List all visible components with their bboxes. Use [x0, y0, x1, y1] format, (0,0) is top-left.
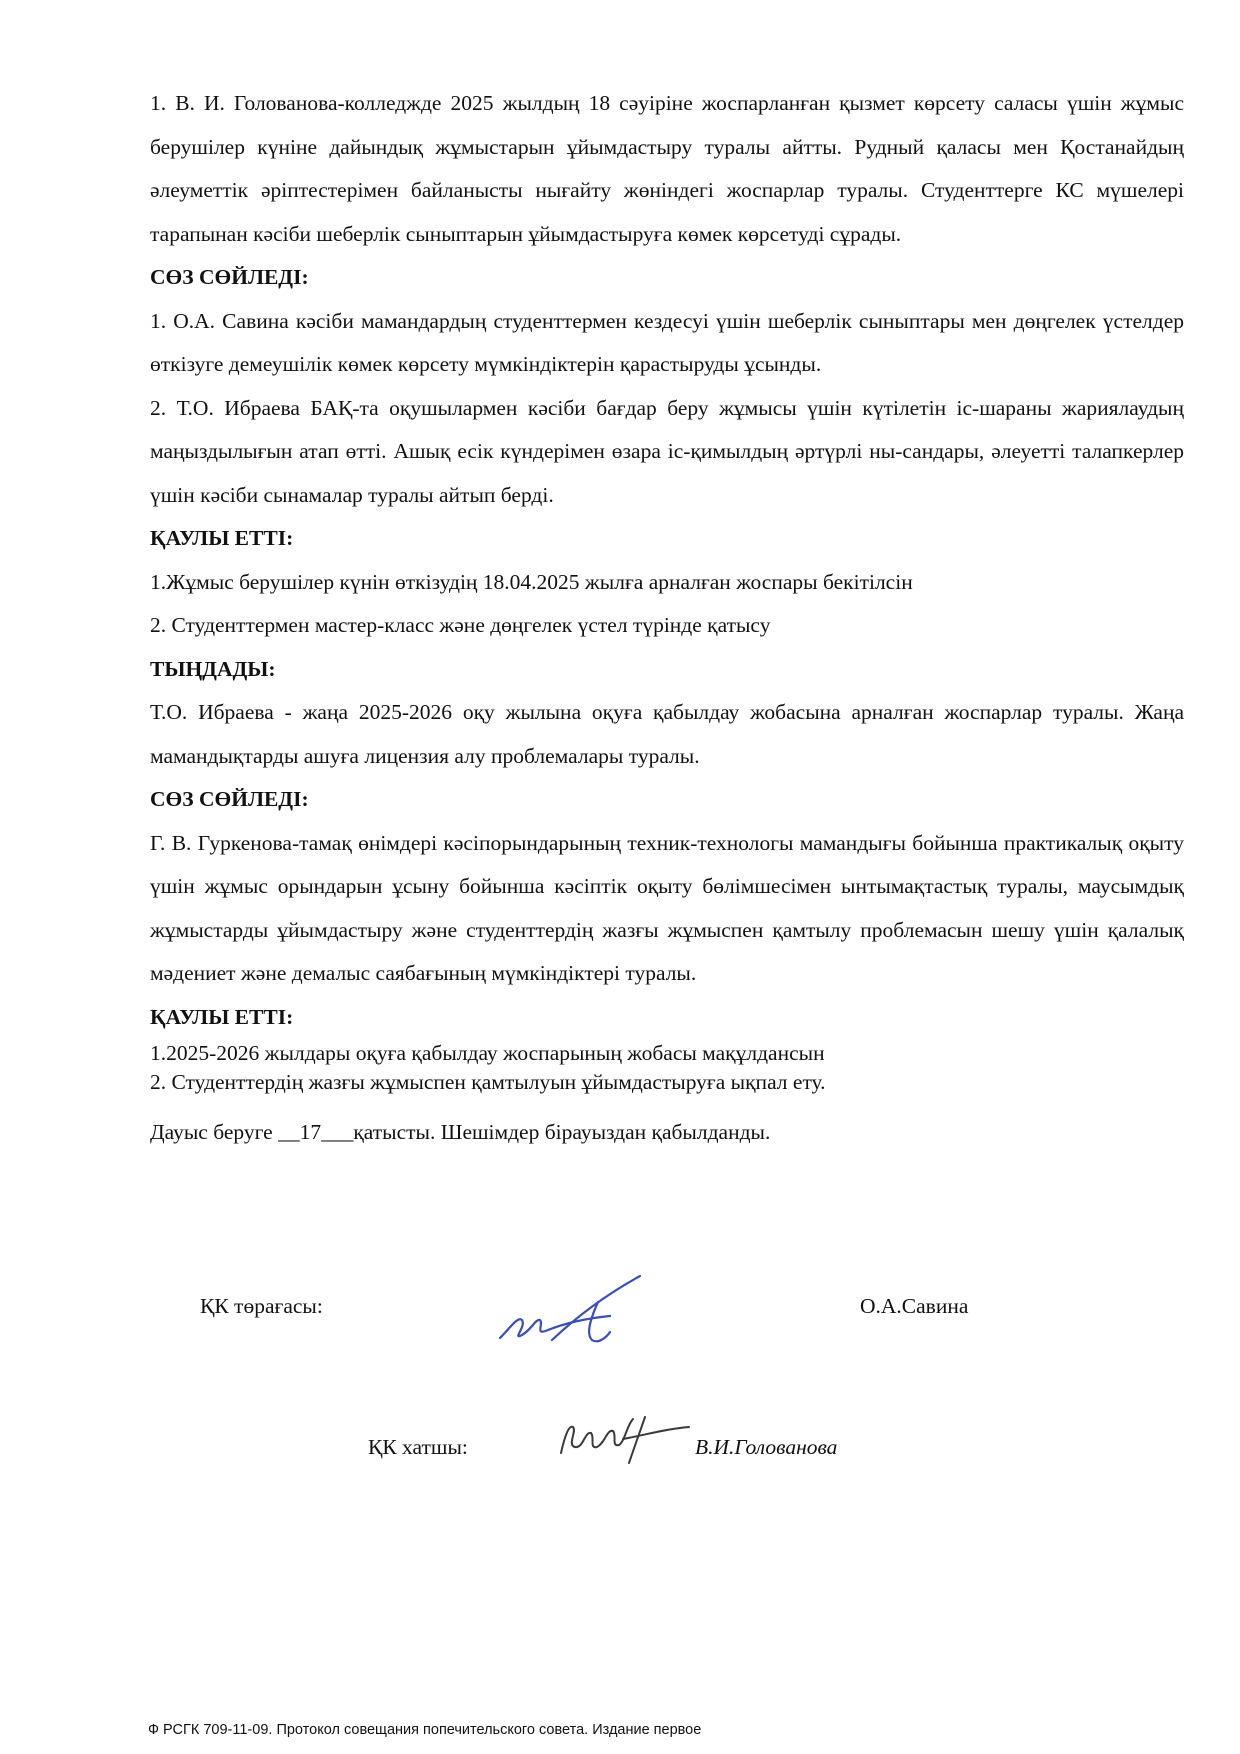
heading-resolved-1: ҚАУЛЫ ЕТТІ:	[150, 526, 294, 550]
paragraph-gurkenova: Г. В. Гуркенова-тамақ өнімдері кәсіпорындарының техник-технологы мамандығы бойынша практикалық оқыту үшін жұмыс орындарын ұсыну бойынша кәсіптік оқыту бөлімшесімен ынтымақтастық туралы, маусымдық жұмыстарды ұйымдастыру және студенттердің жазғы жұмыспен қамтылу проблемасын шешу үшін қалалық мәдениет және демалыс саябағының мүмкіндіктері туралы.	[150, 830, 1184, 985]
paragraph-savina-proposal: 1. О.А. Савина кәсіби мамандардың студенттермен кездесуі үшін шеберлік сыныптары мен дөңгелек үстелдер өткізуге демеушілік көмек көрсету мүмкіндіктерін қарастыруды ұсынды.	[150, 308, 1184, 376]
resolution-item-1: 1.Жұмыс берушілер күнін өткізудің 18.04.2025 жылға арналған жоспары бекітілсін	[150, 569, 913, 594]
heading-spoke-1: СӨЗ СӨЙЛЕДІ:	[150, 265, 309, 289]
document-footer: Ф РСГК 709-11-09. Протокол совещания попечительского совета. Издание первое	[148, 1722, 702, 1738]
chair-name: О.А.Савина	[860, 1294, 969, 1318]
heading-resolved-2: ҚАУЛЫ ЕТТІ:	[150, 1004, 294, 1029]
secretary-label: ҚК хатшы:	[368, 1435, 468, 1459]
paragraph-ibraeva-media: 2. Т.О. Ибраева БАҚ-та оқушылармен кәсіби бағдар беру жұмысы үшін күтілетін іс-шараны жариялаудың маңыздылығын атап өтті. Ашық есік күндерімен өзара іс-қимылдың әртүрлі ны-сандары, әлеуетті талапкерлер үшін кәсіби сынамалар туралы айтып берді.	[150, 395, 1184, 507]
vote-statement: Дауыс беруге __17___қатысты. Шешімдер бірауыздан қабылданды.	[150, 1120, 771, 1144]
resolution-item-4: 2. Студенттердің жазғы жұмыспен қамтылуын ұйымдастыруға ықпал ету.	[150, 1070, 826, 1094]
heading-heard: ТЫҢДАДЫ:	[150, 656, 276, 681]
document-body	[150, 82, 1184, 1147]
chair-label: ҚК төрағасы:	[200, 1294, 323, 1318]
paragraph-golovanova-report: 1. В. И. Голованова-колледжде 2025 жылдың 18 сәуіріне жоспарланған қызмет көрсету саласы үшін жұмыс берушілер күніне дайындық жұмыстарын ұйымдастыру туралы айтты. Рудный қаласы мен Қостанайдың әлеуметтік әріптестерімен байланысты нығайту жөніндегі жоспарлар туралы. Студенттерге КС мүшелері тарапынан кәсіби шеберлік сыныптарын ұйымдастыруға көмек көрсетуді сұрады.	[150, 91, 1184, 246]
paragraph-ibraeva-admission: Т.О. Ибраева - жаңа 2025-2026 оқу жылына оқуға қабылдау жобасына арналған жоспарлар туралы. Жаңа мамандықтарды ашуға лицензия алу проблемалары туралы.	[150, 700, 1184, 768]
chair-signature	[490, 1268, 660, 1358]
resolution-item-3: 1.2025-2026 жылдары оқуға қабылдау жоспарының жобасы мақұлдансын	[150, 1041, 825, 1065]
heading-spoke-2: СӨЗ СӨЙЛЕДІ:	[150, 787, 309, 811]
secretary-name: В.И.Голованова	[695, 1435, 838, 1459]
secretary-signature	[555, 1405, 695, 1475]
resolution-item-2: 2. Студенттермен мастер-класс және дөңгелек үстел түрінде қатысу	[150, 613, 771, 637]
